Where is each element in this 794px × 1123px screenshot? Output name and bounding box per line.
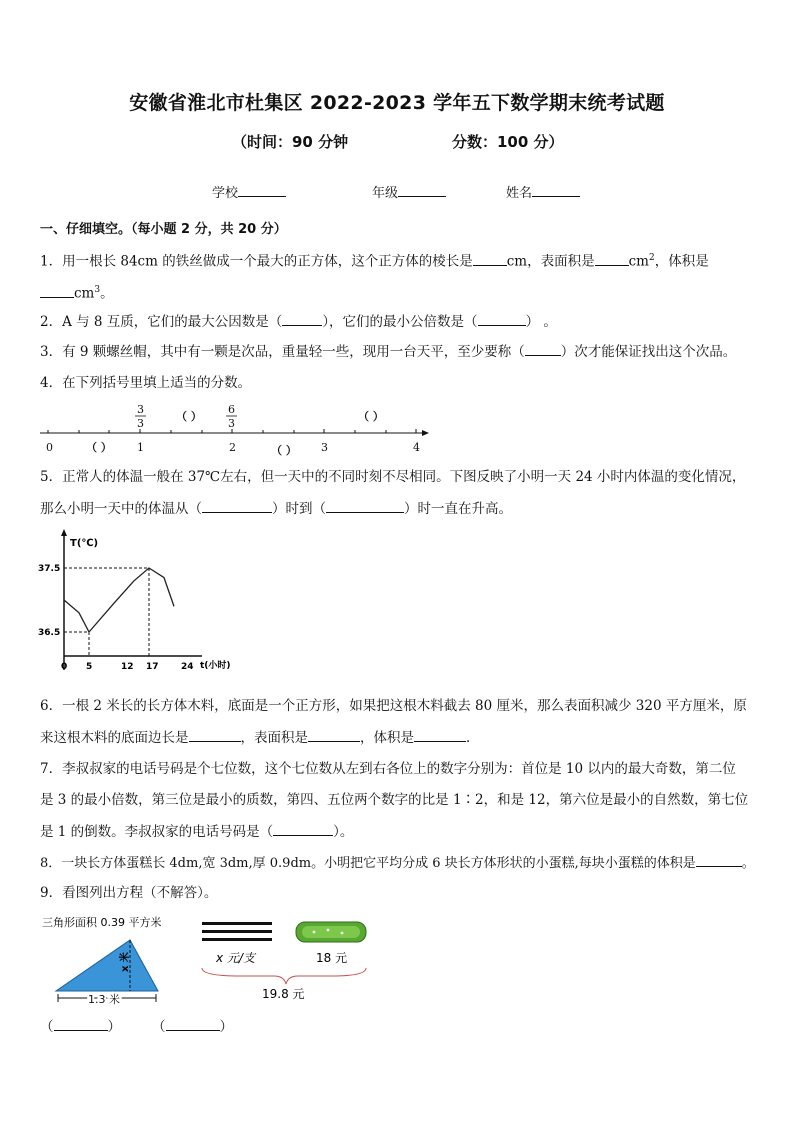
question-7-line2: 是 3 的最小倍数，第三位是最小的质数，第四、五位两个数字的比是 1∶2，和是 12，第六位是最小的自然数，第七位 <box>40 792 749 808</box>
q1-text-d: ，体积是 <box>654 253 709 270</box>
q6-text-d: ，体积是 <box>360 730 414 746</box>
q5-text-d: ）时一直在升高。 <box>404 501 512 517</box>
q1-unit-cm3: cm <box>74 285 95 302</box>
q9-blank-1[interactable] <box>54 1016 108 1031</box>
question-1-line1 <box>40 248 709 272</box>
question-6-line2 <box>40 727 480 748</box>
q9-paren-close-1: ） <box>107 1019 121 1035</box>
fraction-2-num: 6 <box>228 403 235 416</box>
q8-text-b: 。 <box>741 856 755 871</box>
grade-field[interactable] <box>372 182 446 201</box>
q2-text-c: ） 。 <box>525 314 557 330</box>
temperature-chart <box>36 528 236 680</box>
fraction-1-den: 3 <box>137 417 144 430</box>
q7-blank-phone[interactable] <box>273 821 333 836</box>
fraction-2-den: 3 <box>228 417 235 430</box>
question-7-line1: 7．李叔叔家的电话号码是个七位数，这个七位数从左到右各位上的数字分别为：首位是 10 以内的最大奇数，第二位 <box>40 761 736 777</box>
q1-text-a: 1．用一根长 84cm 的铁丝做成一个最大的正方体，这个正方体的棱长是 <box>40 253 473 270</box>
q1-blank-area[interactable] <box>595 251 629 266</box>
q6-blank-edge[interactable] <box>189 727 241 742</box>
question-3 <box>40 341 736 362</box>
q1-exp3: 3 <box>94 285 101 295</box>
q7-text-c: 是 1 的倒数。李叔叔家的电话号码是（ <box>40 824 274 840</box>
pencils-icon <box>202 922 272 941</box>
total-brace <box>202 968 366 984</box>
q8-text-a: 8．一块长方体蛋糕长 4dm,宽 3dm,厚 0.9dm。小明把它平均分成 6 块长方体形状的小蛋糕,每块小蛋糕的体积是 <box>40 856 696 871</box>
y-tick-37.5: 37.5 <box>38 564 61 574</box>
q1-exp2: 2 <box>648 253 655 263</box>
q6-text-e: ． <box>466 730 480 746</box>
chart-y-arrow <box>61 529 67 536</box>
question-5-line2 <box>40 498 512 519</box>
q2-blank-gcd[interactable] <box>282 311 322 326</box>
q6-blank-volume[interactable] <box>414 727 466 742</box>
q3-text-b: ）次才能保证找出这个次品。 <box>560 344 737 360</box>
q9-paren-open-2: （ <box>152 1019 166 1035</box>
blank-paren-above-2[interactable]: （ ） <box>358 410 384 423</box>
q1-text-b: cm，表面积是 <box>506 253 595 270</box>
q5-text-c: ）时到（ <box>272 501 326 517</box>
section-heading: 一、仔细填空。（每小题 2 分，共 20 分） <box>40 222 287 237</box>
blank-paren-below-1[interactable]: （ ） <box>86 441 112 454</box>
q2-blank-lcm[interactable] <box>478 311 526 326</box>
q9-answer-1[interactable] <box>40 1016 121 1037</box>
x-tick-5: 5 <box>86 662 93 672</box>
pencil-price-label: x 元/支 <box>216 951 255 965</box>
school-field[interactable] <box>212 182 286 201</box>
score-info: 分数：100 分） <box>452 133 564 151</box>
blank-paren-above-1[interactable]: （ ） <box>176 410 202 423</box>
question-7-line3 <box>40 821 353 842</box>
q5-text-b: 那么小明一天中的体温从（ <box>40 501 202 517</box>
number-line <box>36 400 436 458</box>
number-line-arrow <box>422 430 429 436</box>
page-title: 安徽省淮北市杜集区 2022-2023 学年五下数学期末统考试题 <box>129 92 665 114</box>
question-9: 9．看图列出方程（不解答）。 <box>40 885 218 901</box>
q1-end: 。 <box>100 285 114 302</box>
q3-blank[interactable] <box>525 341 561 356</box>
blue-triangle <box>56 940 158 991</box>
triangle-area-label: 三角形面积 0.39 平方米 <box>42 916 162 929</box>
triangle-base-label: 1.3 米 <box>88 993 120 1006</box>
q7-text-d: ）。 <box>333 824 354 840</box>
q5-blank-end[interactable] <box>326 498 404 513</box>
q9-paren-open-1: （ <box>40 1019 54 1035</box>
q6-blank-area[interactable] <box>308 727 360 742</box>
name-field[interactable] <box>506 182 580 201</box>
school-label: 学校 <box>212 186 239 201</box>
q5-blank-start[interactable] <box>202 498 272 513</box>
question-5-line1: 5．正常人的体温一般在 37℃左右，但一天中的不同时刻不尽相同。下图反映了小明一天 24 小时内体温的变化情况， <box>40 469 746 485</box>
question-6-line1: 6．一根 2 米长的长方体木料，底面是一个正方形，如果把这根木料截去 80 厘米，那么表面积减少 320 平方厘米，原 <box>40 698 747 714</box>
triangle-height-label: x 米 <box>120 952 131 972</box>
grade-label: 年级 <box>372 186 399 201</box>
fraction-1-num: 3 <box>137 403 144 416</box>
school-blank[interactable] <box>238 182 286 197</box>
q2-text-a: 2．A 与 8 互质，它们的最大公因数是（ <box>40 314 283 330</box>
chart-xlabel: t(小时) <box>200 661 231 671</box>
x-tick-0: 0 <box>61 662 68 672</box>
tick-label-0: 0 <box>46 441 53 454</box>
q8-blank[interactable] <box>696 852 742 867</box>
q6-text-b: 来这根木料的底面边长是 <box>40 730 189 746</box>
q1-blank-edge[interactable] <box>473 251 507 266</box>
temperature-curve <box>64 568 174 632</box>
grade-blank[interactable] <box>398 182 446 197</box>
q6-text-c: ，表面积是 <box>240 730 308 746</box>
q9-paren-close-2: ） <box>219 1019 233 1035</box>
tick-label-1: 1 <box>137 441 144 454</box>
box-price-label: 18 元 <box>316 951 348 965</box>
tick-label-4: 4 <box>413 441 420 454</box>
x-tick-17: 17 <box>146 662 159 672</box>
name-blank[interactable] <box>532 182 580 197</box>
question-1-line2 <box>40 280 114 304</box>
q1-unit-cm2: cm <box>628 253 649 270</box>
tick-label-2: 2 <box>229 441 236 454</box>
question-8 <box>40 852 755 874</box>
tick-label-3: 3 <box>321 441 328 454</box>
y-tick-36.5: 36.5 <box>38 628 61 638</box>
q2-text-b: ），它们的最小公倍数是（ <box>322 314 478 330</box>
x-tick-12: 12 <box>121 662 134 672</box>
pencil-box-icon <box>296 922 366 942</box>
blank-paren-below-2[interactable]: （ ） <box>271 444 297 457</box>
q1-blank-volume[interactable] <box>40 283 74 298</box>
q3-text-a: 3．有 9 颗螺丝帽，其中有一颗是次品，重量轻一些，现用一台天平，至少要称（ <box>40 344 525 360</box>
q9-answer-2[interactable] <box>152 1016 233 1037</box>
q9-blank-2[interactable] <box>166 1016 220 1031</box>
question-4: 4．在下列括号里填上适当的分数。 <box>40 375 252 391</box>
total-price-label: 19.8 元 <box>262 987 305 1001</box>
question-2 <box>40 311 557 332</box>
chart-ylabel: T(℃) <box>70 538 99 549</box>
name-label: 姓名 <box>506 186 533 201</box>
x-tick-24: 24 <box>181 662 194 672</box>
time-info: （时间：90 分钟 <box>232 133 349 151</box>
